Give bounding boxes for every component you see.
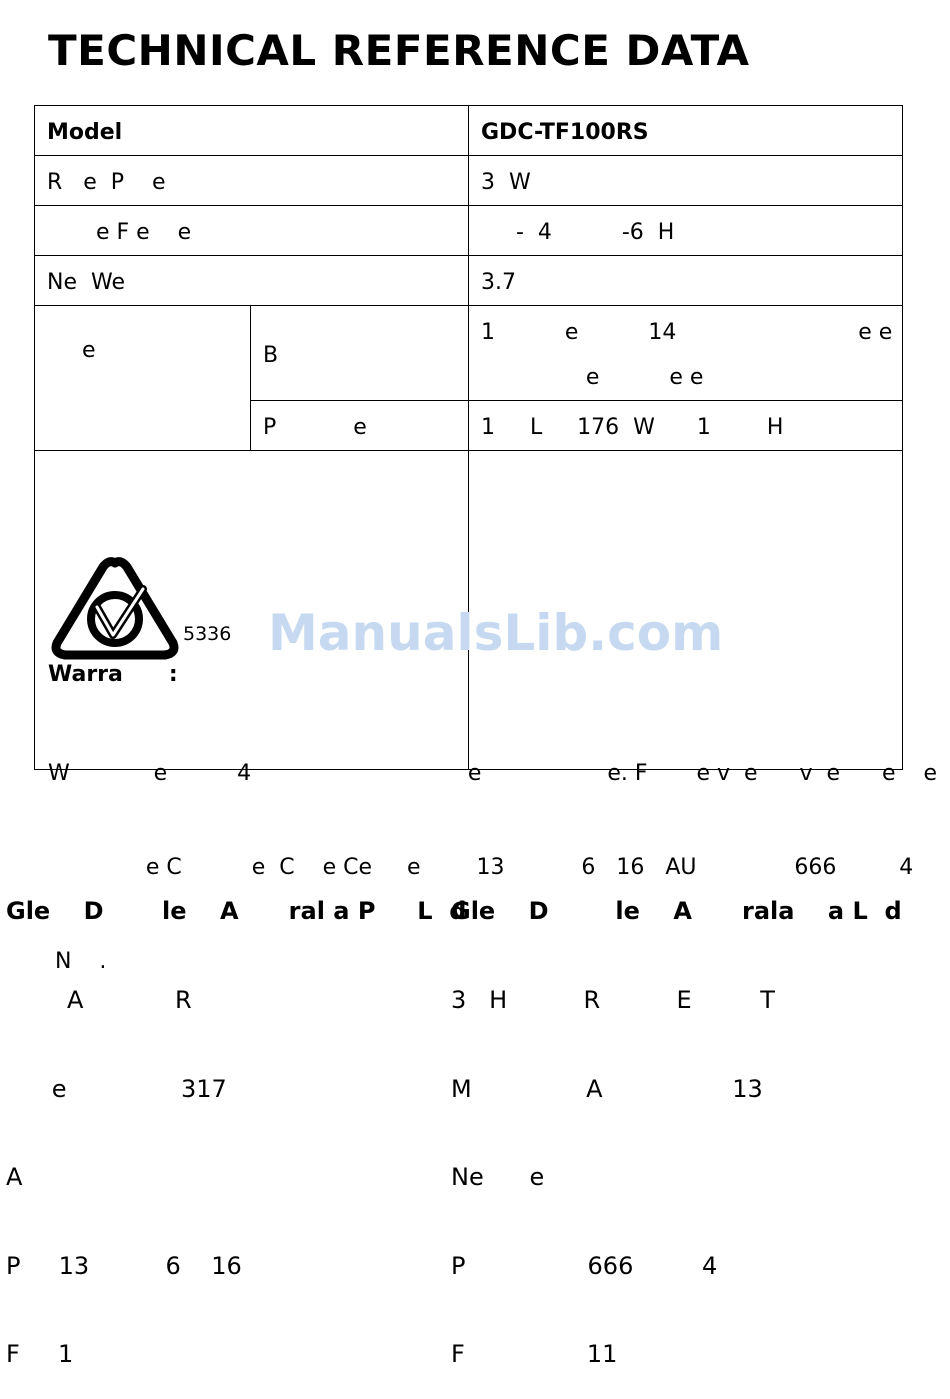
sub-row-label: B <box>251 306 469 401</box>
address-line: P 13 6 16 <box>6 1251 242 1280</box>
table-row <box>35 306 903 401</box>
address-line: P 666 4 <box>451 1251 718 1280</box>
warranty-line: e C e C e Ce e 13 6 16 AU 666 4 <box>48 855 914 880</box>
table-row <box>35 156 903 206</box>
address-line: F 1 <box>6 1340 74 1369</box>
table-row <box>35 256 903 306</box>
address-line: M A 13 <box>451 1074 763 1103</box>
address-line: A <box>6 1163 23 1192</box>
sub-row-value: 1 L 176 W 1 H <box>469 401 903 451</box>
table-row <box>35 106 903 156</box>
row-label: R e P e <box>35 156 469 206</box>
address-heading: Gle D le A rala a L d <box>451 897 902 925</box>
watermark: ManualsLib.com <box>268 604 724 662</box>
model-value: GDC-TF100RS <box>469 106 903 156</box>
table-row <box>35 206 903 256</box>
address-heading: Gle D le A ral a P L d <box>6 897 467 925</box>
address-right <box>451 838 902 1399</box>
sub-row-value-line: 1 e 14 e e <box>481 320 893 345</box>
address-line: Ne e <box>451 1163 545 1192</box>
address-line: F 11 <box>451 1340 618 1369</box>
row-value: 3.7 <box>469 256 903 306</box>
address-line: 3 H R E T <box>451 986 775 1014</box>
warranty-heading: Warra : <box>48 662 178 687</box>
rcm-number: 5336 <box>183 623 232 645</box>
model-label: Model <box>35 106 469 156</box>
row-value: - 4 -6 H <box>469 206 903 256</box>
group-label: e <box>35 306 251 451</box>
warranty-line: N . <box>48 949 107 974</box>
address-line: e 317 <box>6 1074 227 1103</box>
row-value: 3 W <box>469 156 903 206</box>
sub-row-value <box>469 306 903 401</box>
row-label: Ne We <box>35 256 469 306</box>
address-line: A R <box>6 986 192 1014</box>
page-title: TECHNICAL REFERENCE DATA <box>48 26 750 75</box>
sub-row-value-line: e e e <box>481 365 704 390</box>
address-left <box>6 838 466 1399</box>
row-label: e F e e <box>35 206 469 256</box>
warranty-line: W e 4 e e. F e v e v e e e <box>48 761 938 786</box>
sub-row-label: P e <box>251 401 469 451</box>
